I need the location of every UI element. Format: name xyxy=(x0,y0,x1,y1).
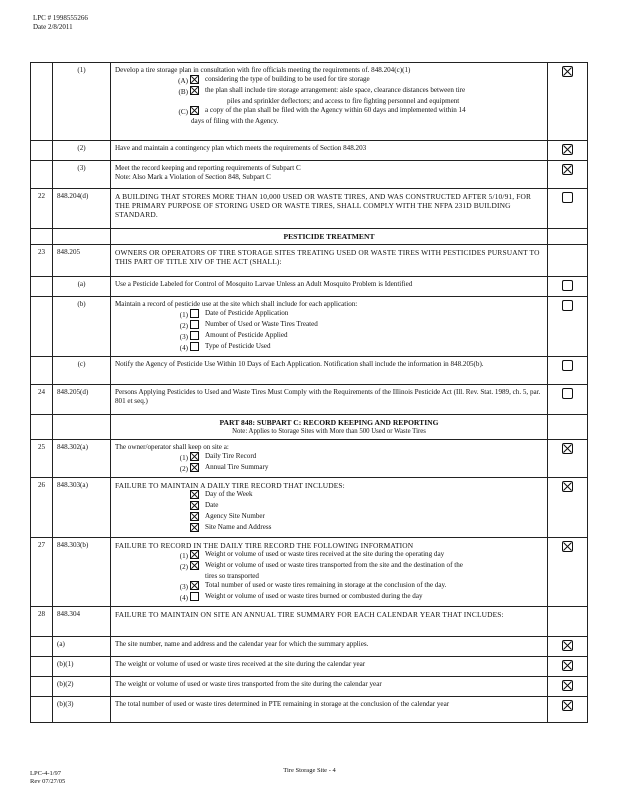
table-row: (b)(2) The weight or volume of used or waste tires transported from the site during the calendar year xyxy=(31,677,588,697)
table-row: 26 848.303(a) FAILURE TO MAINTAIN A DAILY TIRE RECORD THAT INCLUDES: Day of the Week Date Agency Site Number Site Name and Address xyxy=(31,478,588,538)
page-footer: Tire Storage Site - 4 xyxy=(283,767,336,774)
checked-box-icon[interactable] xyxy=(190,463,199,472)
violation-checkbox[interactable] xyxy=(562,300,573,311)
checkbox-icon[interactable] xyxy=(190,309,199,318)
checked-box-icon[interactable] xyxy=(190,512,199,521)
form-number: LPC-4-1/97 Rev 07/27/05 xyxy=(30,770,66,785)
table-row: 28 848.304 FAILURE TO MAINTAIN ON SITE AN ANNUAL TIRE SUMMARY FOR EACH CALENDAR YEAR THAT INCLUDES: xyxy=(31,607,588,637)
table-row: 23 848.205 OWNERS OR OPERATORS OF TIRE STORAGE SITES TREATING USED OR WASTE TIRES WITH PESTICIDES PURSUANT TO THIS PART OF TITLE XIV OF THE ACT (SHALL): xyxy=(31,245,588,277)
violation-checkbox[interactable] xyxy=(562,481,573,492)
violation-checkbox[interactable] xyxy=(562,360,573,371)
table-row: (a) Use a Pesticide Labeled for Control of Mosquito Larvae Unless an Adult Mosquito Problem is Identified xyxy=(31,277,588,297)
checklist-table xyxy=(30,62,588,723)
violation-checkbox[interactable] xyxy=(562,164,573,175)
checkbox-icon[interactable] xyxy=(190,592,199,601)
checked-box-icon[interactable] xyxy=(190,86,199,95)
table-row: (2) Have and maintain a contingency plan which meets the requirements of Section 848.203 xyxy=(31,141,588,161)
item-text: Develop a tire storage plan in consultation with fire officials meeting the requirements of. 848.204(c)(1) xyxy=(115,66,411,74)
violation-checkbox[interactable] xyxy=(562,280,573,291)
violation-checkbox[interactable] xyxy=(562,192,573,203)
table-row: (b) Maintain a record of pesticide use at the site which shall include for each application: (1) Date of Pesticide Application (2) Number of Used or Waste Tires Treated (3) Amount of Pesticide Applied (4) Type of Pesticide Used xyxy=(31,297,588,357)
checked-box-icon[interactable] xyxy=(190,550,199,559)
checked-box-icon[interactable] xyxy=(190,561,199,570)
document-header xyxy=(33,14,88,32)
item-label: (1) xyxy=(53,63,111,141)
violation-checkbox[interactable] xyxy=(562,541,573,552)
table-row: (b)(1) The weight or volume of used or waste tires received at the site during the calendar year xyxy=(31,657,588,677)
checkbox-icon[interactable] xyxy=(190,320,199,329)
checked-box-icon[interactable] xyxy=(190,106,199,115)
table-row: (3) Meet the record keeping and reporting requirements of Subpart C Note: Also Mark a Violation of Section 848, Subpart C xyxy=(31,161,588,189)
violation-checkbox[interactable] xyxy=(562,700,573,711)
checked-box-icon[interactable] xyxy=(190,501,199,510)
checked-box-icon[interactable] xyxy=(190,75,199,84)
section-heading-row: PART 848: SUBPART C: RECORD KEEPING AND REPORTING Note: Applies to Storage Sites with More than 500 Used or Waste Tires xyxy=(31,415,588,440)
violation-checkbox[interactable] xyxy=(562,66,573,77)
checkbox-icon[interactable] xyxy=(190,331,199,340)
violation-checkbox[interactable] xyxy=(562,388,573,399)
table-row: 25 848.302(a) The owner/operator shall keep on site a: (1) Daily Tire Record (2) Annual Tire Summary xyxy=(31,440,588,478)
checked-box-icon[interactable] xyxy=(190,452,199,461)
table-row: (c) Notify the Agency of Pesticide Use Within 10 Days of Each Application. Notification shall include the information in 848.205(b). xyxy=(31,357,588,385)
checked-box-icon[interactable] xyxy=(190,490,199,499)
violation-checkbox[interactable] xyxy=(562,443,573,454)
inspection-date: Date 2/8/2011 xyxy=(33,23,73,31)
violation-checkbox[interactable] xyxy=(562,660,573,671)
violation-checkbox[interactable] xyxy=(562,144,573,155)
table-row: (a) The site number, name and address and the calendar year for which the summary applies. xyxy=(31,637,588,657)
violation-checkbox[interactable] xyxy=(562,640,573,651)
table-row: (1) Develop a tire storage plan in consultation with fire officials meeting the requirements of. 848.204(c)(1) (A) considering the type of building to be used for tire storage (B) the plan shall include tire storage arrangement: aisle space, clearance distances between tire piles and sprinkler deflectors; and access to fire fighting personnel and equipment (C) a copy of the plan shall be filed with the Agency within 60 days and implemented within 14 days of filing with the Agency. xyxy=(31,63,588,141)
checked-box-icon[interactable] xyxy=(190,581,199,590)
lpc-number: LPC # 1998555266 xyxy=(33,14,88,22)
checkbox-icon[interactable] xyxy=(190,342,199,351)
violation-checkbox[interactable] xyxy=(562,680,573,691)
table-row: 24 848.205(d) Persons Applying Pesticides to Used and Waste Tires Must Comply with the Requirements of the Illinois Pesticide Act (Ill. Rev. Stat. 1989, ch. 5, par. 801 et seq.) xyxy=(31,385,588,415)
table-row: (b)(3) The total number of used or waste tires determined in PTE remaining in storage at the conclusion of the calendar year xyxy=(31,697,588,723)
section-heading-row: PESTICIDE TREATMENT xyxy=(31,229,588,245)
table-row: 22 848.204(d) A BUILDING THAT STORES MORE THAN 10,000 USED OR WASTE TIRES, AND WAS CONSTRUCTED AFTER 5/10/91, FOR THE PRIMARY PURPOSE OF STORING USED OR WASTE TIRES, SHALL COMPLY WITH THE NFPA 231D BUILDING STANDARD. xyxy=(31,189,588,229)
table-row: 27 848.303(b) FAILURE TO RECORD IN THE DAILY TIRE RECORD THE FOLLOWING INFORMATION (1) Weight or volume of used or waste tires received at the site during the operating day (2) Weight or volume of used or waste tires transported from the site and the destination of the tires so transported (3) Total number of used or waste tires remaining in storage at the conclusion of the day. (4) Weight or volume of used or waste tires burned or combusted during the day xyxy=(31,538,588,607)
checked-box-icon[interactable] xyxy=(190,523,199,532)
